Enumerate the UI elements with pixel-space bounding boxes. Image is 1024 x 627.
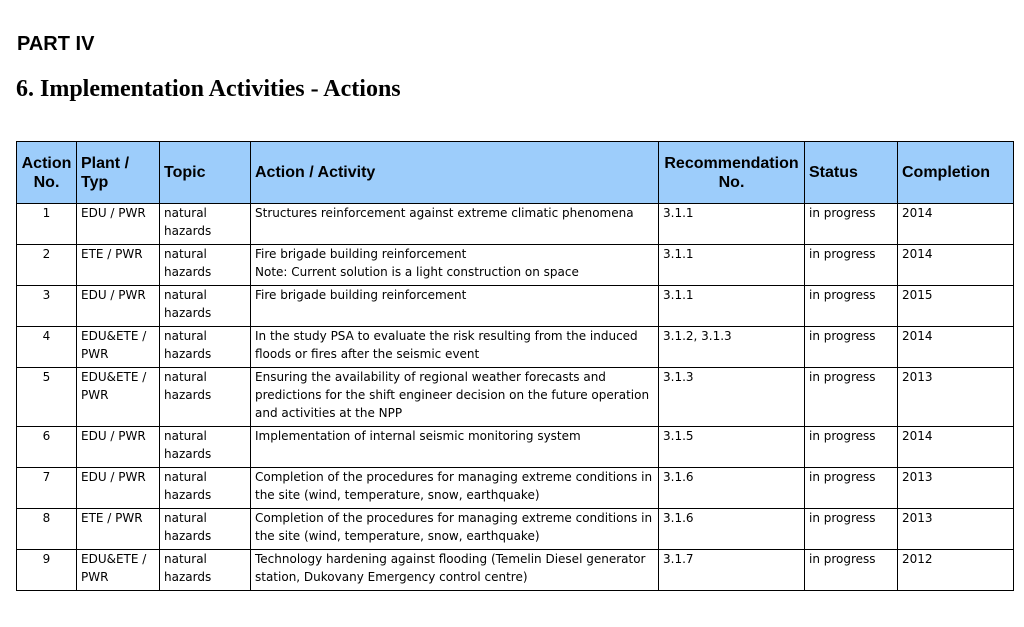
table-row <box>17 427 1014 468</box>
status: in progress <box>805 509 898 550</box>
plant-type: EDU&ETE / PWR <box>77 550 160 591</box>
status: in progress <box>805 427 898 468</box>
status: in progress <box>805 368 898 427</box>
plant-type: EDU&ETE / PWR <box>77 327 160 368</box>
action-note: Note: Current solution is a light construction on space <box>255 265 579 279</box>
section-title: 6. Implementation Activities - Actions <box>16 76 401 102</box>
completion: 2014 <box>898 204 1014 245</box>
action-number: 8 <box>17 509 77 550</box>
recommendation-number: 3.1.5 <box>659 427 805 468</box>
action-activity: Completion of the procedures for managing extreme conditions in the site (wind, temperature, snow, earthquake) <box>251 468 659 509</box>
plant-type: EDU / PWR <box>77 204 160 245</box>
recommendation-number: 3.1.7 <box>659 550 805 591</box>
part-label: PART IV <box>17 33 95 55</box>
action-number: 1 <box>17 204 77 245</box>
actions-table <box>16 141 1014 591</box>
table-row <box>17 509 1014 550</box>
status: in progress <box>805 327 898 368</box>
status: in progress <box>805 245 898 286</box>
action-number: 9 <box>17 550 77 591</box>
topic: natural hazards <box>160 286 251 327</box>
action-activity: Fire brigade building reinforcement <box>251 286 659 327</box>
completion: 2013 <box>898 468 1014 509</box>
completion: 2014 <box>898 245 1014 286</box>
status: in progress <box>805 468 898 509</box>
table-row <box>17 286 1014 327</box>
action-activity: Structures reinforcement against extreme climatic phenomena <box>251 204 659 245</box>
action-number: 3 <box>17 286 77 327</box>
completion: 2013 <box>898 509 1014 550</box>
topic: natural hazards <box>160 204 251 245</box>
completion: 2012 <box>898 550 1014 591</box>
action-number: 2 <box>17 245 77 286</box>
completion: 2014 <box>898 427 1014 468</box>
table-row <box>17 468 1014 509</box>
recommendation-number: 3.1.1 <box>659 245 805 286</box>
header-action-activity: Action / Activity <box>251 142 659 204</box>
table-row <box>17 327 1014 368</box>
table-row <box>17 245 1014 286</box>
status: in progress <box>805 204 898 245</box>
recommendation-number: 3.1.1 <box>659 204 805 245</box>
recommendation-number: 3.1.6 <box>659 509 805 550</box>
completion: 2014 <box>898 327 1014 368</box>
topic: natural hazards <box>160 368 251 427</box>
topic: natural hazards <box>160 550 251 591</box>
plant-type: ETE / PWR <box>77 509 160 550</box>
recommendation-number: 3.1.2, 3.1.3 <box>659 327 805 368</box>
action-number: 6 <box>17 427 77 468</box>
action-number: 4 <box>17 327 77 368</box>
table-header-row <box>17 142 1014 204</box>
plant-type: EDU&ETE / PWR <box>77 368 160 427</box>
header-completion: Completion <box>898 142 1014 204</box>
action-number: 7 <box>17 468 77 509</box>
header-status: Status <box>805 142 898 204</box>
action-text: Fire brigade building reinforcement <box>255 247 467 261</box>
table-row <box>17 368 1014 427</box>
topic: natural hazards <box>160 509 251 550</box>
action-activity: In the study PSA to evaluate the risk resulting from the induced floods or fires after the seismic event <box>251 327 659 368</box>
completion: 2015 <box>898 286 1014 327</box>
plant-type: EDU / PWR <box>77 468 160 509</box>
action-activity <box>251 245 659 286</box>
action-activity: Ensuring the availability of regional weather forecasts and predictions for the shift engineer decision on the future operation and activities at the NPP <box>251 368 659 427</box>
topic: natural hazards <box>160 427 251 468</box>
topic: natural hazards <box>160 245 251 286</box>
status: in progress <box>805 286 898 327</box>
status: in progress <box>805 550 898 591</box>
header-recommendation-no: Recommendation No. <box>659 142 805 204</box>
header-action-no: Action No. <box>17 142 77 204</box>
action-number: 5 <box>17 368 77 427</box>
recommendation-number: 3.1.6 <box>659 468 805 509</box>
action-activity: Technology hardening against flooding (Temelin Diesel generator station, Dukovany Emergency control centre) <box>251 550 659 591</box>
action-activity: Completion of the procedures for managing extreme conditions in the site (wind, temperature, snow, earthquake) <box>251 509 659 550</box>
topic: natural hazards <box>160 327 251 368</box>
header-topic: Topic <box>160 142 251 204</box>
recommendation-number: 3.1.1 <box>659 286 805 327</box>
completion: 2013 <box>898 368 1014 427</box>
plant-type: EDU / PWR <box>77 286 160 327</box>
recommendation-number: 3.1.3 <box>659 368 805 427</box>
header-plant-typ: Plant / Typ <box>77 142 160 204</box>
topic: natural hazards <box>160 468 251 509</box>
table-row <box>17 550 1014 591</box>
plant-type: ETE / PWR <box>77 245 160 286</box>
plant-type: EDU / PWR <box>77 427 160 468</box>
table-row <box>17 204 1014 245</box>
action-activity: Implementation of internal seismic monitoring system <box>251 427 659 468</box>
